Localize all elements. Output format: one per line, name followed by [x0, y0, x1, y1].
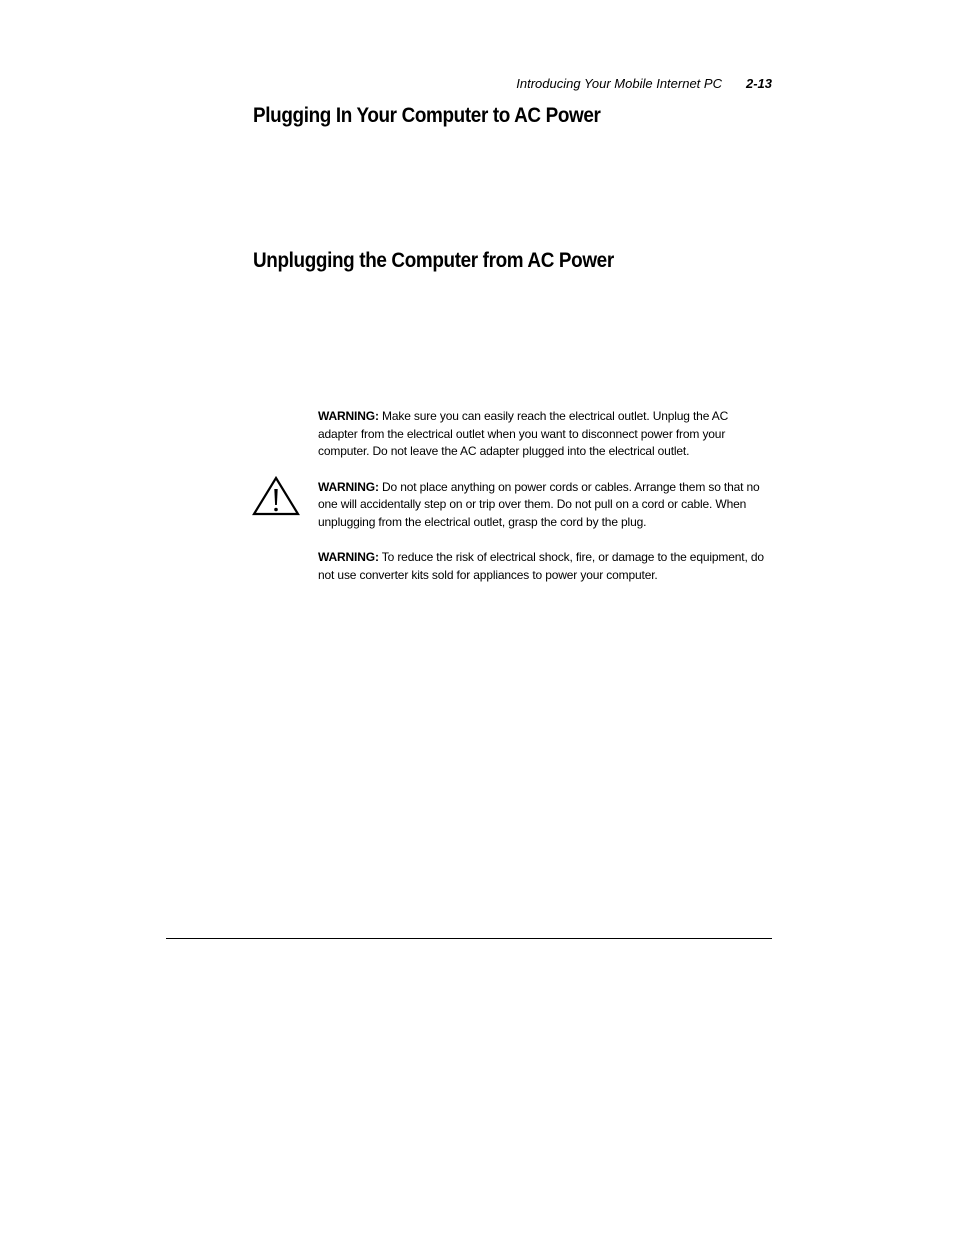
warning-text: Make sure you can easily reach the electrical outlet. Unplug the AC adapter from the electrical outlet when you want to disconnect power from your computer. Do not leave the AC adapter plugged into the electrical outlet. — [318, 409, 729, 458]
warning-label: WARNING: — [318, 550, 379, 564]
warning-triangle-icon — [252, 476, 300, 516]
warning-converter-kits — [318, 549, 766, 584]
warning-text: Do not place anything on power cords or cables. Arrange them so that no one will accidentally step on or trip over them. Do not pull on a cord or cable. When unplugging from the electrical outlet, grasp the cord by the plug. — [318, 479, 760, 529]
warnings-block — [318, 408, 766, 602]
page-number: 2-13 — [745, 76, 772, 91]
section-heading-unplugging: Unplugging the Computer from AC Power — [253, 249, 614, 272]
warning-label: WARNING: — [318, 479, 379, 494]
warning-label: WARNING: — [318, 409, 379, 423]
running-header — [400, 76, 772, 91]
warning-outlet-reach — [318, 408, 766, 461]
warning-power-cords — [318, 479, 766, 532]
footer-rule — [166, 938, 772, 939]
section-heading-plugging-in: Plugging In Your Computer to AC Power — [253, 104, 601, 127]
warning-text: To reduce the risk of electrical shock, fire, or damage to the equipment, do not use converter kits sold for appliances to power your computer. — [318, 550, 764, 582]
chapter-title: Introducing Your Mobile Internet PC — [516, 76, 722, 91]
